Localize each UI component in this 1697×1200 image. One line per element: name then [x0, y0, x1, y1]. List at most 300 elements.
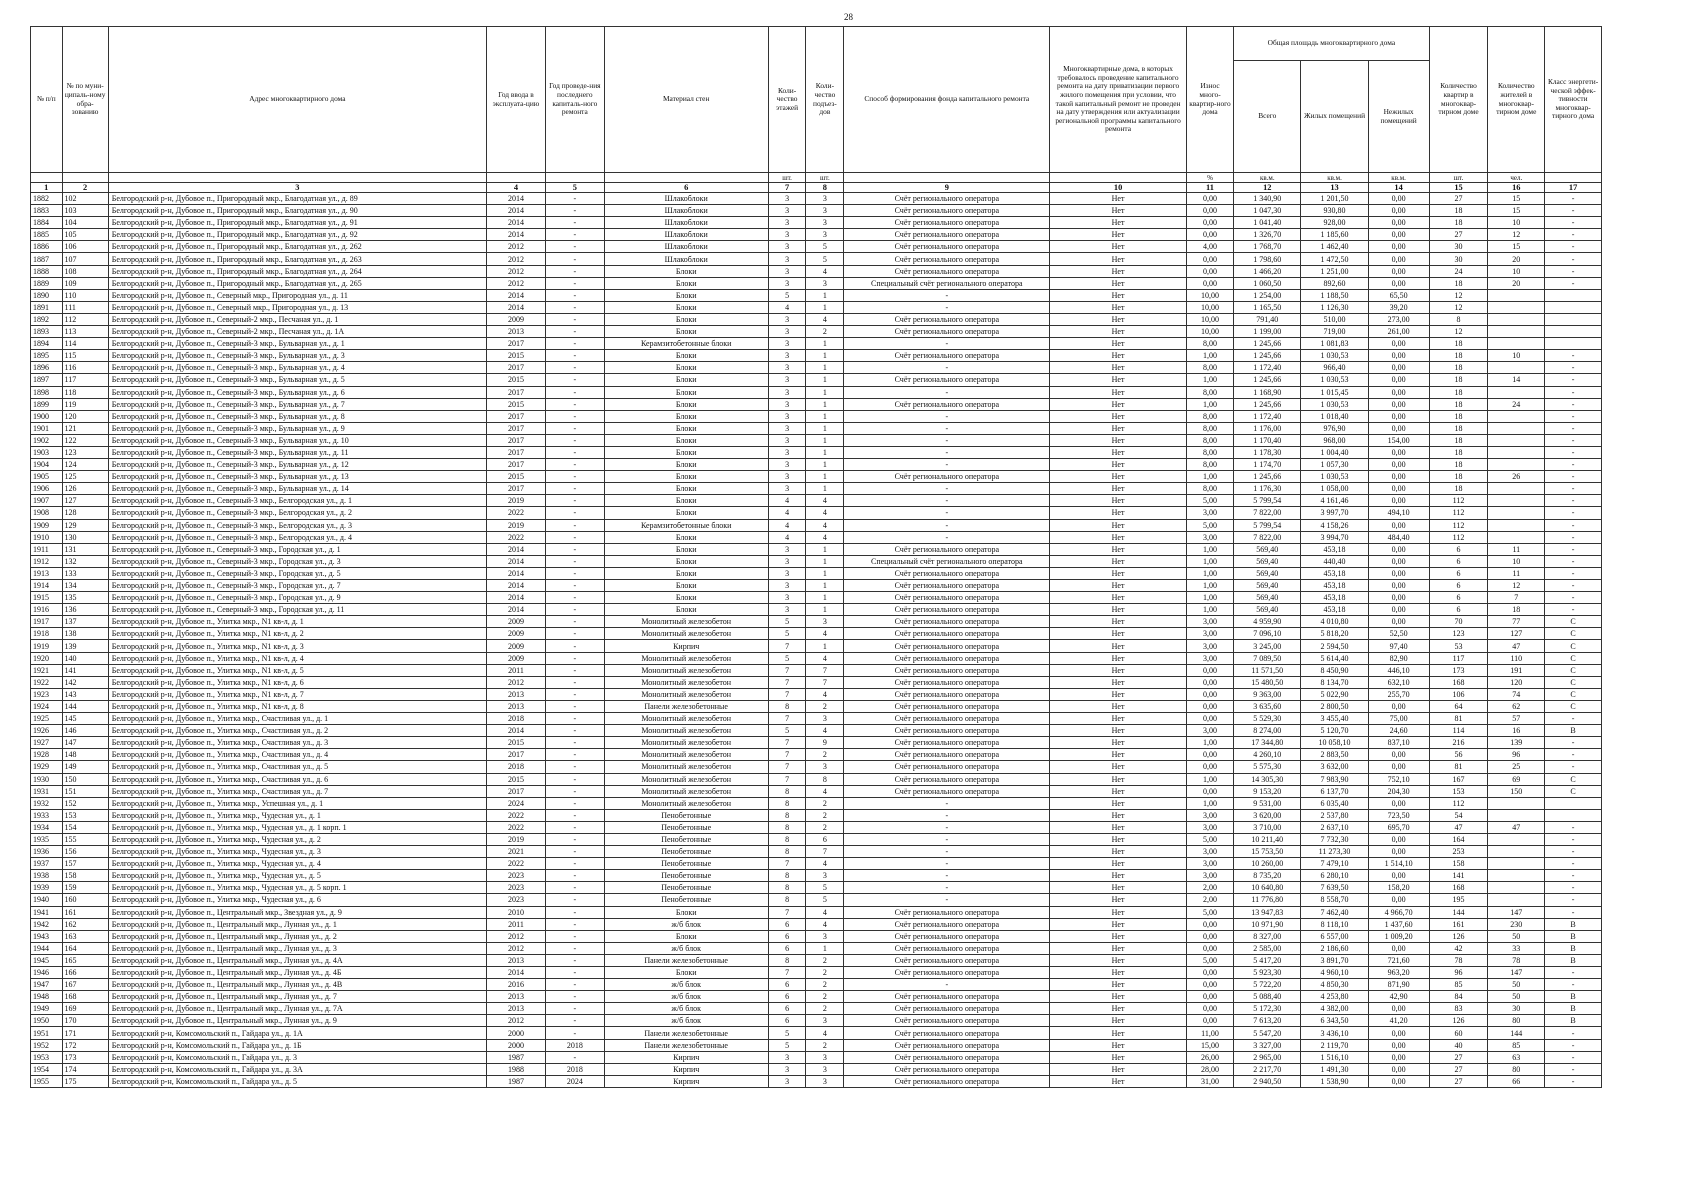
- cell-area-nonliving: 204,30: [1368, 785, 1429, 797]
- cell-row-num: 1897: [31, 374, 63, 386]
- cell-energy-class: -: [1545, 193, 1602, 205]
- cell-entrances: 1: [806, 446, 844, 458]
- cell-wear: 1,00: [1186, 592, 1233, 604]
- cell-fund-method: Счёт регионального оператора: [844, 918, 1050, 930]
- cell-fund-method: Счёт регионального оператора: [844, 773, 1050, 785]
- cell-area-nonliving: 0,00: [1368, 1051, 1429, 1063]
- cell-municipal-num: 115: [62, 350, 108, 362]
- cell-wear: 4,00: [1186, 241, 1233, 253]
- cell-repair-required: Нет: [1050, 265, 1187, 277]
- cell-wear: 0,00: [1186, 253, 1233, 265]
- cell-year-built: 2013: [487, 954, 546, 966]
- cell-apartments: 18: [1429, 374, 1488, 386]
- cell-year-built: 2023: [487, 870, 546, 882]
- cell-apartments: 60: [1429, 1027, 1488, 1039]
- cell-area-nonliving: 0,00: [1368, 205, 1429, 217]
- cell-fund-method: -: [844, 833, 1050, 845]
- cell-area-total: 5 417,20: [1234, 954, 1301, 966]
- table-row: [31, 265, 1602, 277]
- cell-area-living: 510,00: [1301, 313, 1368, 325]
- cell-repair-required: Нет: [1050, 749, 1187, 761]
- cell-fund-method: Счёт регионального оператора: [844, 592, 1050, 604]
- cell-energy-class: -: [1545, 858, 1602, 870]
- cell-fund-method: Счёт регионального оператора: [844, 326, 1050, 338]
- cell-wall-material: Панели железобетонные: [604, 1039, 768, 1051]
- cell-repair-required: Нет: [1050, 1075, 1187, 1087]
- cell-area-total: 1 060,50: [1234, 277, 1301, 289]
- cell-floors: 3: [768, 580, 806, 592]
- cell-year-built: 1988: [487, 1063, 546, 1075]
- cell-apartments: 158: [1429, 858, 1488, 870]
- cell-residents: 7: [1488, 592, 1545, 604]
- cell-area-total: 1 199,00: [1234, 326, 1301, 338]
- table-row: [31, 954, 1602, 966]
- cell-apartments: 112: [1429, 507, 1488, 519]
- cell-wear: 0,00: [1186, 785, 1233, 797]
- cell-municipal-num: 151: [62, 785, 108, 797]
- cell-area-living: 4 158,26: [1301, 519, 1368, 531]
- cell-repair-required: Нет: [1050, 979, 1187, 991]
- cell-area-total: 1 245,66: [1234, 338, 1301, 350]
- cell-wall-material: Шлакоблоки: [604, 193, 768, 205]
- col-header-repair-year: Год проведе-ния последнего капиталь-ного ремонта: [545, 27, 604, 173]
- cell-wall-material: ж/б блок: [604, 1003, 768, 1015]
- cell-address: Белгородский р-н, Дубовое п., Северный-3 мкр., Бульварная ул., д. 1: [108, 338, 486, 350]
- cell-year-built: 2017: [487, 483, 546, 495]
- cell-entrances: 3: [806, 217, 844, 229]
- cell-repair-year: -: [545, 471, 604, 483]
- cell-address: Белгородский р-н, Дубовое п., Северный-3 мкр., Городская ул., д. 7: [108, 580, 486, 592]
- cell-entrances: 1: [806, 567, 844, 579]
- cell-area-total: 1 047,30: [1234, 205, 1301, 217]
- cell-repair-required: Нет: [1050, 193, 1187, 205]
- cell-fund-method: Счёт регионального оператора: [844, 374, 1050, 386]
- table-row: [31, 918, 1602, 930]
- cell-municipal-num: 116: [62, 362, 108, 374]
- cell-year-built: 2017: [487, 410, 546, 422]
- cell-entrances: 2: [806, 1003, 844, 1015]
- cell-wall-material: Блоки: [604, 930, 768, 942]
- cell-year-built: 2014: [487, 217, 546, 229]
- cell-area-living: 453,18: [1301, 567, 1368, 579]
- cell-wear: 0,00: [1186, 761, 1233, 773]
- cell-area-nonliving: 0,00: [1368, 422, 1429, 434]
- cell-repair-required: Нет: [1050, 604, 1187, 616]
- cell-energy-class: -: [1545, 1075, 1602, 1087]
- cell-row-num: 1907: [31, 495, 63, 507]
- cell-residents: 50: [1488, 979, 1545, 991]
- table-row: [31, 713, 1602, 725]
- cell-municipal-num: 110: [62, 289, 108, 301]
- cell-floors: 7: [768, 640, 806, 652]
- cell-row-num: 1894: [31, 338, 63, 350]
- cell-row-num: 1949: [31, 1003, 63, 1015]
- cell-municipal-num: 163: [62, 930, 108, 942]
- cell-residents: 10: [1488, 217, 1545, 229]
- cell-fund-method: Счёт регионального оператора: [844, 604, 1050, 616]
- cell-area-nonliving: 0,00: [1368, 350, 1429, 362]
- cell-row-num: 1936: [31, 846, 63, 858]
- cell-row-num: 1945: [31, 954, 63, 966]
- cell-area-nonliving: 721,60: [1368, 954, 1429, 966]
- cell-energy-class: -: [1545, 217, 1602, 229]
- cell-address: Белгородский р-н, Дубовое п., Северный-3 мкр., Городская ул., д. 5: [108, 567, 486, 579]
- cell-area-total: 11 776,80: [1234, 894, 1301, 906]
- table-row: [31, 785, 1602, 797]
- cell-row-num: 1929: [31, 761, 63, 773]
- cell-wall-material: Блоки: [604, 410, 768, 422]
- cell-row-num: 1916: [31, 604, 63, 616]
- cell-apartments: 168: [1429, 882, 1488, 894]
- cell-row-num: 1896: [31, 362, 63, 374]
- cell-wear: 0,00: [1186, 217, 1233, 229]
- cell-address: Белгородский р-н, Дубовое п., Северный-3 мкр., Бульварная ул., д. 12: [108, 459, 486, 471]
- cell-row-num: 1946: [31, 967, 63, 979]
- cell-address: Белгородский р-н, Дубовое п., Улитка мкр., Чудесная ул., д. 3: [108, 846, 486, 858]
- col-header-address: Адрес многоквартирного дома: [108, 27, 486, 173]
- cell-energy-class: -: [1545, 253, 1602, 265]
- table-row: [31, 894, 1602, 906]
- cell-fund-method: -: [844, 386, 1050, 398]
- cell-area-nonliving: 24,60: [1368, 725, 1429, 737]
- cell-area-total: 7 822,00: [1234, 507, 1301, 519]
- cell-fund-method: -: [844, 531, 1050, 543]
- housing-table: [30, 26, 1602, 1088]
- table-row: [31, 906, 1602, 918]
- cell-area-nonliving: 484,40: [1368, 531, 1429, 543]
- cell-entrances: 1: [806, 640, 844, 652]
- cell-year-built: 2009: [487, 652, 546, 664]
- table-row: [31, 1015, 1602, 1027]
- cell-repair-year: -: [545, 967, 604, 979]
- col-header-residents: Количество жителей в многоквар-тирном доме: [1488, 27, 1545, 173]
- cell-fund-method: -: [844, 507, 1050, 519]
- cell-entrances: 3: [806, 277, 844, 289]
- cell-repair-year: -: [545, 398, 604, 410]
- cell-wall-material: Кирпич: [604, 1075, 768, 1087]
- cell-year-built: 2017: [487, 434, 546, 446]
- cell-residents: [1488, 809, 1545, 821]
- cell-wall-material: Блоки: [604, 313, 768, 325]
- cell-area-total: 1 178,30: [1234, 446, 1301, 458]
- cell-floors: 3: [768, 326, 806, 338]
- cell-address: Белгородский р-н, Дубовое п., Центральный мкр., Лунная ул., д. 2: [108, 930, 486, 942]
- cell-residents: 150: [1488, 785, 1545, 797]
- cell-address: Белгородский р-н, Дубовое п., Северный-3 мкр., Бульварная ул., д. 8: [108, 410, 486, 422]
- cell-address: Белгородский р-н, Дубовое п., Северный-3 мкр., Белгородская ул., д. 1: [108, 495, 486, 507]
- cell-entrances: 1: [806, 374, 844, 386]
- cell-row-num: 1938: [31, 870, 63, 882]
- cell-apartments: 18: [1429, 483, 1488, 495]
- cell-wear: 2,00: [1186, 894, 1233, 906]
- cell-row-num: 1913: [31, 567, 63, 579]
- cell-wall-material: Панели железобетонные: [604, 700, 768, 712]
- cell-repair-required: Нет: [1050, 737, 1187, 749]
- cell-wear: 1,00: [1186, 773, 1233, 785]
- cell-year-built: 2014: [487, 604, 546, 616]
- cell-wear: 5,00: [1186, 954, 1233, 966]
- cell-municipal-num: 134: [62, 580, 108, 592]
- cell-area-total: 5 575,30: [1234, 761, 1301, 773]
- table-row: [31, 640, 1602, 652]
- cell-repair-required: Нет: [1050, 374, 1187, 386]
- cell-floors: 6: [768, 991, 806, 1003]
- table-row: [31, 555, 1602, 567]
- cell-year-built: 2012: [487, 265, 546, 277]
- cell-address: Белгородский р-н, Дубовое п., Северный-3 мкр., Городская ул., д. 9: [108, 592, 486, 604]
- cell-municipal-num: 152: [62, 797, 108, 809]
- cell-fund-method: -: [844, 809, 1050, 821]
- cell-wear: 1,00: [1186, 604, 1233, 616]
- table-row: [31, 870, 1602, 882]
- cell-energy-class: [1545, 301, 1602, 313]
- cell-area-nonliving: 0,00: [1368, 229, 1429, 241]
- cell-row-num: 1912: [31, 555, 63, 567]
- cell-wall-material: Монолитный железобетон: [604, 688, 768, 700]
- col-header-area-group: Общая площадь многоквартирного дома: [1234, 27, 1429, 61]
- cell-area-total: 1 798,60: [1234, 253, 1301, 265]
- cell-entrances: 1: [806, 289, 844, 301]
- cell-repair-year: -: [545, 979, 604, 991]
- cell-apartments: 42: [1429, 942, 1488, 954]
- cell-row-num: 1904: [31, 459, 63, 471]
- cell-address: Белгородский р-н, Дубовое п., Пригородный мкр., Благодатная ул., д. 262: [108, 241, 486, 253]
- cell-area-living: 1 188,50: [1301, 289, 1368, 301]
- cell-apartments: 24: [1429, 265, 1488, 277]
- cell-wall-material: Монолитный железобетон: [604, 785, 768, 797]
- cell-energy-class: -: [1545, 422, 1602, 434]
- cell-address: Белгородский р-н, Дубовое п., Улитка мкр., N1 кв-л, д. 8: [108, 700, 486, 712]
- cell-year-built: 2022: [487, 821, 546, 833]
- col-header-wear: Износ много-квартир-ного дома: [1186, 27, 1233, 173]
- cell-entrances: 2: [806, 797, 844, 809]
- cell-energy-class: -: [1545, 410, 1602, 422]
- cell-repair-required: Нет: [1050, 761, 1187, 773]
- cell-year-built: 2014: [487, 580, 546, 592]
- cell-row-num: 1937: [31, 858, 63, 870]
- cell-row-num: 1889: [31, 277, 63, 289]
- cell-wall-material: Пенобетонные: [604, 894, 768, 906]
- cell-apartments: 83: [1429, 1003, 1488, 1015]
- table-row: [31, 676, 1602, 688]
- cell-entrances: 2: [806, 954, 844, 966]
- cell-area-living: 966,40: [1301, 362, 1368, 374]
- cell-residents: 20: [1488, 253, 1545, 265]
- cell-area-total: 10 971,90: [1234, 918, 1301, 930]
- cell-residents: [1488, 410, 1545, 422]
- table-row: [31, 761, 1602, 773]
- cell-apartments: 18: [1429, 422, 1488, 434]
- cell-repair-year: -: [545, 253, 604, 265]
- cell-area-nonliving: 0,00: [1368, 833, 1429, 845]
- cell-repair-required: Нет: [1050, 797, 1187, 809]
- cell-year-built: 2013: [487, 326, 546, 338]
- cell-entrances: 4: [806, 519, 844, 531]
- cell-repair-year: -: [545, 362, 604, 374]
- cell-row-num: 1927: [31, 737, 63, 749]
- cell-repair-required: Нет: [1050, 507, 1187, 519]
- cell-apartments: 96: [1429, 967, 1488, 979]
- cell-year-built: 2023: [487, 894, 546, 906]
- cell-area-total: 8 735,20: [1234, 870, 1301, 882]
- cell-municipal-num: 153: [62, 809, 108, 821]
- cell-energy-class: -: [1545, 580, 1602, 592]
- cell-repair-year: -: [545, 833, 604, 845]
- cell-municipal-num: 157: [62, 858, 108, 870]
- cell-row-num: 1887: [31, 253, 63, 265]
- cell-energy-class: С: [1545, 688, 1602, 700]
- cell-entrances: 4: [806, 531, 844, 543]
- cell-wear: 0,00: [1186, 979, 1233, 991]
- cell-wear: 1,00: [1186, 398, 1233, 410]
- cell-apartments: 112: [1429, 495, 1488, 507]
- cell-fund-method: -: [844, 483, 1050, 495]
- cell-energy-class: -: [1545, 882, 1602, 894]
- cell-address: Белгородский р-н, Дубовое п., Северный-3 мкр., Белгородская ул., д. 4: [108, 531, 486, 543]
- cell-row-num: 1930: [31, 773, 63, 785]
- cell-repair-year: -: [545, 821, 604, 833]
- cell-area-total: 1 340,90: [1234, 193, 1301, 205]
- cell-entrances: 3: [806, 193, 844, 205]
- table-row: [31, 991, 1602, 1003]
- cell-repair-required: Нет: [1050, 313, 1187, 325]
- cell-entrances: 6: [806, 833, 844, 845]
- cell-area-nonliving: 0,00: [1368, 749, 1429, 761]
- cell-repair-year: 2018: [545, 1063, 604, 1075]
- cell-repair-required: Нет: [1050, 471, 1187, 483]
- col-header-municipal-num: № по муни-ципаль-ному обра-зованию: [62, 27, 108, 173]
- cell-area-total: 7 613,20: [1234, 1015, 1301, 1027]
- cell-municipal-num: 144: [62, 700, 108, 712]
- cell-entrances: 3: [806, 205, 844, 217]
- cell-apartments: 6: [1429, 592, 1488, 604]
- cell-residents: [1488, 326, 1545, 338]
- cell-wear: 11,00: [1186, 1027, 1233, 1039]
- cell-row-num: 1921: [31, 664, 63, 676]
- cell-apartments: 12: [1429, 301, 1488, 313]
- cell-fund-method: Счёт регионального оператора: [844, 265, 1050, 277]
- table-row: [31, 592, 1602, 604]
- cell-area-living: 4 010,80: [1301, 616, 1368, 628]
- cell-address: Белгородский р-н, Дубовое п., Центральный мкр., Лунная ул., д. 7: [108, 991, 486, 1003]
- table-row: [31, 773, 1602, 785]
- cell-area-living: 1 472,50: [1301, 253, 1368, 265]
- cell-municipal-num: 122: [62, 434, 108, 446]
- cell-floors: 3: [768, 229, 806, 241]
- cell-wall-material: Блоки: [604, 495, 768, 507]
- cell-area-nonliving: 0,00: [1368, 459, 1429, 471]
- cell-row-num: 1950: [31, 1015, 63, 1027]
- cell-address: Белгородский р-н, Дубовое п., Центральный мкр., Лунная ул., д. 4А: [108, 954, 486, 966]
- cell-floors: 3: [768, 434, 806, 446]
- cell-residents: [1488, 797, 1545, 809]
- cell-area-living: 1 201,50: [1301, 193, 1368, 205]
- cell-fund-method: Счёт регионального оператора: [844, 1051, 1050, 1063]
- cell-repair-required: Нет: [1050, 785, 1187, 797]
- cell-wall-material: Пенобетонные: [604, 809, 768, 821]
- cell-area-living: 1 030,53: [1301, 398, 1368, 410]
- cell-entrances: 2: [806, 991, 844, 1003]
- cell-address: Белгородский р-н, Дубовое п., Северный-3 мкр., Бульварная ул., д. 5: [108, 374, 486, 386]
- table-row: [31, 1039, 1602, 1051]
- cell-entrances: 3: [806, 713, 844, 725]
- cell-repair-year: -: [545, 894, 604, 906]
- cell-wear: 3,00: [1186, 531, 1233, 543]
- cell-repair-required: Нет: [1050, 930, 1187, 942]
- cell-fund-method: Счёт регионального оператора: [844, 471, 1050, 483]
- cell-entrances: 7: [806, 664, 844, 676]
- col-header-year-built: Год ввода в эксплуата-цию: [487, 27, 546, 173]
- cell-entrances: 4: [806, 906, 844, 918]
- cell-energy-class: -: [1545, 821, 1602, 833]
- cell-area-total: 10 640,80: [1234, 882, 1301, 894]
- table-row: [31, 1063, 1602, 1075]
- cell-wear: 10,00: [1186, 313, 1233, 325]
- cell-row-num: 1902: [31, 434, 63, 446]
- cell-area-total: 569,40: [1234, 604, 1301, 616]
- cell-fund-method: Счёт регионального оператора: [844, 725, 1050, 737]
- cell-floors: 3: [768, 483, 806, 495]
- table-row: [31, 229, 1602, 241]
- cell-wear: 3,00: [1186, 507, 1233, 519]
- cell-floors: 3: [768, 422, 806, 434]
- cell-energy-class: В: [1545, 1015, 1602, 1027]
- cell-area-living: 2 594,50: [1301, 640, 1368, 652]
- table-row: [31, 446, 1602, 458]
- cell-repair-required: Нет: [1050, 253, 1187, 265]
- cell-row-num: 1943: [31, 930, 63, 942]
- cell-repair-required: Нет: [1050, 725, 1187, 737]
- cell-area-total: 5 088,40: [1234, 991, 1301, 1003]
- cell-municipal-num: 165: [62, 954, 108, 966]
- cell-repair-year: -: [545, 422, 604, 434]
- cell-residents: 144: [1488, 1027, 1545, 1039]
- cell-floors: 3: [768, 313, 806, 325]
- table-row: [31, 253, 1602, 265]
- cell-wall-material: Монолитный железобетон: [604, 616, 768, 628]
- cell-wear: 3,00: [1186, 652, 1233, 664]
- cell-repair-year: -: [545, 410, 604, 422]
- cell-apartments: 18: [1429, 446, 1488, 458]
- cell-energy-class: -: [1545, 459, 1602, 471]
- cell-repair-required: Нет: [1050, 664, 1187, 676]
- cell-address: Белгородский р-н, Дубовое п., Пригородный мкр., Благодатная ул., д. 89: [108, 193, 486, 205]
- cell-area-nonliving: 0,00: [1368, 217, 1429, 229]
- cell-fund-method: Счёт регионального оператора: [844, 543, 1050, 555]
- cell-municipal-num: 146: [62, 725, 108, 737]
- cell-repair-year: -: [545, 313, 604, 325]
- cell-apartments: 84: [1429, 991, 1488, 1003]
- cell-wall-material: Монолитный железобетон: [604, 797, 768, 809]
- cell-area-total: 9 153,20: [1234, 785, 1301, 797]
- cell-municipal-num: 162: [62, 918, 108, 930]
- cell-address: Белгородский р-н, Дубовое п., Северный-3 мкр., Бульварная ул., д. 13: [108, 471, 486, 483]
- column-number: 5: [545, 183, 604, 193]
- cell-entrances: 1: [806, 580, 844, 592]
- cell-apartments: 117: [1429, 652, 1488, 664]
- cell-energy-class: [1545, 797, 1602, 809]
- cell-repair-year: -: [545, 265, 604, 277]
- cell-apartments: 47: [1429, 821, 1488, 833]
- cell-row-num: 1947: [31, 979, 63, 991]
- cell-area-total: 5 529,30: [1234, 713, 1301, 725]
- cell-area-living: 1 126,30: [1301, 301, 1368, 313]
- cell-apartments: 167: [1429, 773, 1488, 785]
- cell-area-nonliving: 0,00: [1368, 700, 1429, 712]
- cell-municipal-num: 159: [62, 882, 108, 894]
- cell-entrances: 4: [806, 495, 844, 507]
- cell-energy-class: [1545, 338, 1602, 350]
